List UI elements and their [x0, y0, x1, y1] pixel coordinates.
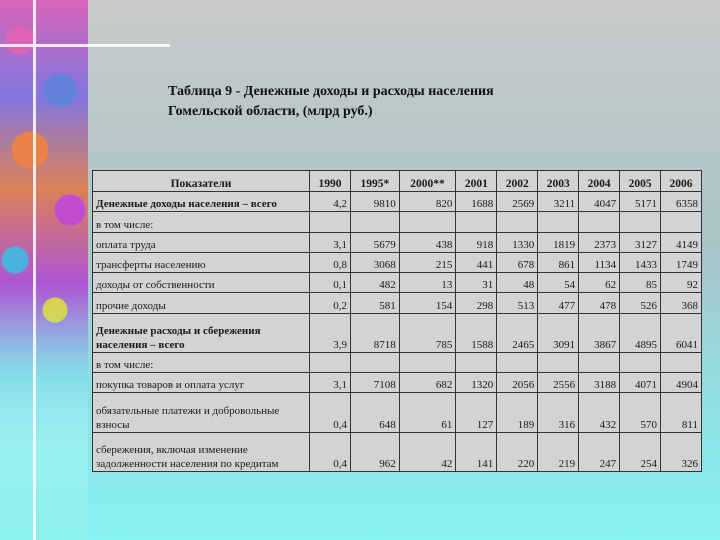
header-year: 1990 — [310, 171, 351, 192]
table-cell: 570 — [620, 393, 661, 432]
table-cell: 2373 — [579, 232, 620, 252]
table-cell: 247 — [579, 432, 620, 471]
table-row — [93, 252, 702, 272]
table-cell: 4895 — [620, 313, 661, 352]
title-line-2: Гомельской области, (млрд руб.) — [168, 104, 373, 119]
table-cell: 3211 — [538, 192, 579, 212]
table-cell — [620, 352, 661, 372]
table-cell: 438 — [399, 232, 456, 252]
table-cell: 92 — [661, 273, 702, 293]
table-cell: 9810 — [350, 192, 399, 212]
table-cell: 4149 — [661, 232, 702, 252]
table-cell: 3091 — [538, 313, 579, 352]
header-year: 2000** — [399, 171, 456, 192]
row-label: сбережения, включая изменение задолженности населения по кредитам — [93, 432, 310, 471]
table-cell: 3,1 — [310, 373, 351, 393]
table-cell — [350, 352, 399, 372]
decorative-vertical-line — [33, 0, 36, 540]
table-cell — [497, 212, 538, 232]
table-cell — [497, 352, 538, 372]
table-cell — [579, 352, 620, 372]
table-row — [93, 293, 702, 313]
header-year: 2005 — [620, 171, 661, 192]
table-cell: 820 — [399, 192, 456, 212]
row-label: Денежные расходы и сбережения населения – всего — [93, 313, 310, 352]
table-cell: 13 — [399, 273, 456, 293]
table-cell: 4071 — [620, 373, 661, 393]
table-cell: 4904 — [661, 373, 702, 393]
row-label: прочие доходы — [93, 293, 310, 313]
table-cell: 6358 — [661, 192, 702, 212]
table-cell: 141 — [456, 432, 497, 471]
table-cell — [538, 352, 579, 372]
table-cell: 1330 — [497, 232, 538, 252]
table-cell — [399, 212, 456, 232]
table-cell — [579, 212, 620, 232]
table-cell: 482 — [350, 273, 399, 293]
table-cell: 0,2 — [310, 293, 351, 313]
table-cell: 1134 — [579, 252, 620, 272]
table-cell — [661, 352, 702, 372]
income-expense-table — [92, 170, 702, 472]
table-cell: 3188 — [579, 373, 620, 393]
table-cell — [661, 212, 702, 232]
row-label: доходы от собственности — [93, 273, 310, 293]
table-cell: 127 — [456, 393, 497, 432]
table-cell: 0,1 — [310, 273, 351, 293]
table-cell: 0,4 — [310, 432, 351, 471]
row-label: в том числе: — [93, 212, 310, 232]
table-cell: 61 — [399, 393, 456, 432]
table-cell — [456, 212, 497, 232]
table-cell: 678 — [497, 252, 538, 272]
header-year: 1995* — [350, 171, 399, 192]
table-cell: 962 — [350, 432, 399, 471]
page-title — [168, 82, 688, 122]
table-cell: 85 — [620, 273, 661, 293]
table-cell: 254 — [620, 432, 661, 471]
table-cell: 785 — [399, 313, 456, 352]
table-cell: 0,8 — [310, 252, 351, 272]
table-row — [93, 373, 702, 393]
row-label: покупка товаров и оплата услуг — [93, 373, 310, 393]
data-table-container — [92, 170, 702, 472]
table-cell — [538, 212, 579, 232]
table-cell: 3867 — [579, 313, 620, 352]
table-cell: 477 — [538, 293, 579, 313]
table-cell: 6041 — [661, 313, 702, 352]
row-label: оплата труда — [93, 232, 310, 252]
header-year: 2001 — [456, 171, 497, 192]
table-body — [93, 192, 702, 472]
decorative-horizontal-line — [0, 44, 170, 47]
table-row — [93, 313, 702, 352]
table-cell: 8718 — [350, 313, 399, 352]
table-row — [93, 393, 702, 432]
table-cell: 5679 — [350, 232, 399, 252]
table-cell: 811 — [661, 393, 702, 432]
table-cell: 1588 — [456, 313, 497, 352]
table-cell: 648 — [350, 393, 399, 432]
table-cell: 1749 — [661, 252, 702, 272]
table-cell: 316 — [538, 393, 579, 432]
table-cell: 2056 — [497, 373, 538, 393]
table-cell — [310, 352, 351, 372]
table-cell — [456, 352, 497, 372]
table-cell: 4,2 — [310, 192, 351, 212]
table-cell: 1433 — [620, 252, 661, 272]
row-label: обязательные платежи и добровольные взносы — [93, 393, 310, 432]
table-cell: 1320 — [456, 373, 497, 393]
table-cell: 7108 — [350, 373, 399, 393]
table-cell: 326 — [661, 432, 702, 471]
table-cell: 2569 — [497, 192, 538, 212]
header-year: 2004 — [579, 171, 620, 192]
table-cell: 1688 — [456, 192, 497, 212]
header-year: 2002 — [497, 171, 538, 192]
table-header-row — [93, 171, 702, 192]
header-indicator: Показатели — [93, 171, 310, 192]
table-cell — [620, 212, 661, 232]
table-row — [93, 273, 702, 293]
table-cell: 861 — [538, 252, 579, 272]
table-cell: 513 — [497, 293, 538, 313]
table-row — [93, 232, 702, 252]
table-cell: 581 — [350, 293, 399, 313]
table-cell: 154 — [399, 293, 456, 313]
table-cell: 48 — [497, 273, 538, 293]
table-cell: 219 — [538, 432, 579, 471]
table-cell: 54 — [538, 273, 579, 293]
table-cell: 3127 — [620, 232, 661, 252]
table-cell: 2465 — [497, 313, 538, 352]
table-cell: 0,4 — [310, 393, 351, 432]
table-cell: 31 — [456, 273, 497, 293]
table-cell: 478 — [579, 293, 620, 313]
table-cell — [350, 212, 399, 232]
table-cell: 298 — [456, 293, 497, 313]
table-cell: 3,9 — [310, 313, 351, 352]
table-cell: 4047 — [579, 192, 620, 212]
row-label: Денежные доходы населения – всего — [93, 192, 310, 212]
table-cell: 3,1 — [310, 232, 351, 252]
table-cell: 215 — [399, 252, 456, 272]
table-cell — [310, 212, 351, 232]
table-cell: 368 — [661, 293, 702, 313]
table-cell: 918 — [456, 232, 497, 252]
table-cell: 189 — [497, 393, 538, 432]
table-row — [93, 192, 702, 212]
table-cell: 42 — [399, 432, 456, 471]
header-year: 2003 — [538, 171, 579, 192]
header-year: 2006 — [661, 171, 702, 192]
table-cell: 5171 — [620, 192, 661, 212]
table-cell: 1819 — [538, 232, 579, 252]
table-cell: 220 — [497, 432, 538, 471]
table-row — [93, 432, 702, 471]
decorative-side-fade — [0, 300, 88, 540]
table-row — [93, 212, 702, 232]
table-cell: 682 — [399, 373, 456, 393]
table-row — [93, 352, 702, 372]
row-label: в том числе: — [93, 352, 310, 372]
row-label: трансферты населению — [93, 252, 310, 272]
table-cell: 432 — [579, 393, 620, 432]
table-cell: 2556 — [538, 373, 579, 393]
table-cell: 62 — [579, 273, 620, 293]
table-cell: 3068 — [350, 252, 399, 272]
table-cell — [399, 352, 456, 372]
table-cell: 441 — [456, 252, 497, 272]
title-line-1: Таблица 9 - Денежные доходы и расходы населения — [168, 84, 494, 99]
table-cell: 526 — [620, 293, 661, 313]
